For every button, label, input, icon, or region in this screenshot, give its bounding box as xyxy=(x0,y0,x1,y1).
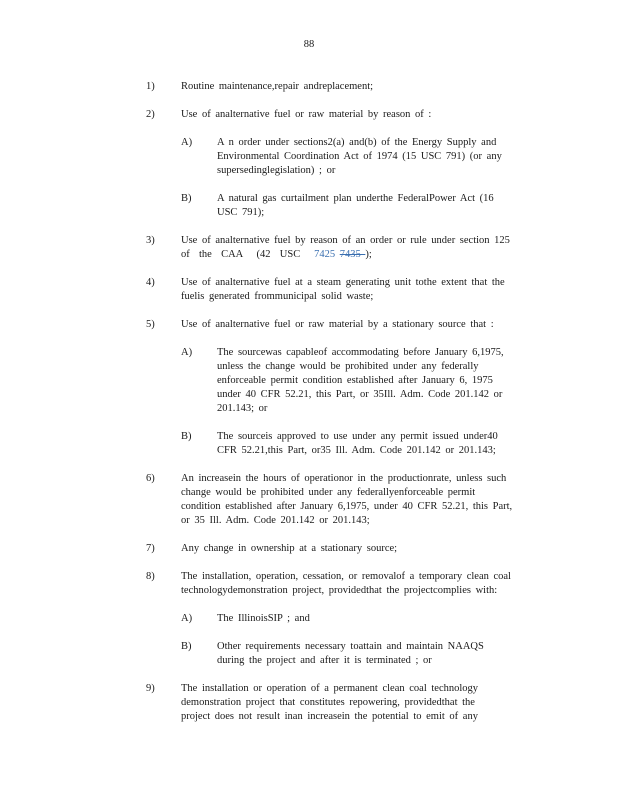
line: enforceable permit condition established after January 6, 1975 xyxy=(217,375,493,386)
line: Other requirements necessary toattain and maintain NAAQS xyxy=(217,641,484,652)
item-5a-text xyxy=(217,346,535,416)
item-8-number: 8) xyxy=(146,571,155,582)
item-6-number: 6) xyxy=(146,473,155,484)
item-1-number: 1) xyxy=(146,81,155,92)
line-end: ); xyxy=(365,249,372,260)
line: unless the change would be prohibited under any federally xyxy=(217,361,479,372)
line: Any change in ownership at a stationary source; xyxy=(181,543,398,554)
inserted-text: 7425 xyxy=(314,249,336,260)
item-4-number: 4) xyxy=(146,277,155,288)
line: project does not result inan increasein the potential to emit of any xyxy=(181,711,478,722)
item-2a-label: A) xyxy=(181,137,193,148)
item-8a-text xyxy=(217,612,535,626)
line: change would be prohibited under any federallyenforceable permit xyxy=(181,487,476,498)
line: Use of analternative fuel or raw material by a stationary source that : xyxy=(181,319,494,330)
item-9-number: 9) xyxy=(146,683,155,694)
line: A n order under sections2(a) and(b) of the Energy Supply and xyxy=(217,137,497,148)
item-2-text xyxy=(181,108,531,122)
item-3-text xyxy=(181,234,531,262)
line: supersedinglegislation) ; or xyxy=(217,165,336,176)
line-start: of the CAA (42 USC xyxy=(181,249,315,260)
line: The IllinoisSIP ; and xyxy=(217,613,310,624)
line: The installation or operation of a permanent clean coal technology xyxy=(181,683,479,694)
item-8b-label: B) xyxy=(181,641,192,652)
line: A natural gas curtailment plan underthe FederalPower Act (16 xyxy=(217,193,494,204)
item-2b-text xyxy=(217,192,535,220)
item-7-number: 7) xyxy=(146,543,155,554)
line: CFR 52.21,this Part, or35 Ill. Adm. Code 201.142 or 201.143; xyxy=(217,445,496,456)
line: The installation, operation, cessation, or removalof a temporary clean coal xyxy=(181,571,511,582)
line: demonstration project that constitutes repowering, providedthat the xyxy=(181,697,475,708)
item-9-text xyxy=(181,682,531,724)
line: during the project and after it is terminated ; or xyxy=(217,655,432,666)
line: Use of analternative fuel by reason of an order or rule under section 125 xyxy=(181,235,510,246)
item-5b-label: B) xyxy=(181,431,192,442)
line: Routine maintenance,repair andreplacement; xyxy=(181,81,374,92)
line: The sourceis approved to use under any permit issued under40 xyxy=(217,431,498,442)
line: condition established after January 6,1975, under 40 CFR 52.21, this Part, xyxy=(181,501,513,512)
line: Use of analternative fuel at a steam generating unit tothe extent that the xyxy=(181,277,505,288)
item-3-number: 3) xyxy=(146,235,155,246)
item-2b-label: B) xyxy=(181,193,192,204)
item-5-number: 5) xyxy=(146,319,155,330)
item-8a-label: A) xyxy=(181,613,193,624)
line xyxy=(181,248,531,262)
item-7-text xyxy=(181,542,531,556)
line: An increasein the hours of operationor in the productionrate, unless such xyxy=(181,473,507,484)
item-5a-label: A) xyxy=(181,347,193,358)
item-5-text xyxy=(181,318,531,332)
line: fuelis generated frommunicipal solid waste; xyxy=(181,291,374,302)
item-8b-text xyxy=(217,640,535,668)
item-2-number: 2) xyxy=(146,109,155,120)
item-4-text xyxy=(181,276,531,304)
line: technologydemonstration project, providedthat the projectcomplies with: xyxy=(181,585,498,596)
line: Use of analternative fuel or raw material by reason of : xyxy=(181,109,432,120)
line: USC 791); xyxy=(217,207,265,218)
line: under 40 CFR 52.21, this Part, or 35Ill. Adm. Code 201.142 or xyxy=(217,389,503,400)
item-8-text xyxy=(181,570,531,598)
item-2a-text xyxy=(217,136,535,178)
line: 201.143; or xyxy=(217,403,268,414)
line: or 35 Ill. Adm. Code 201.142 or 201.143; xyxy=(181,515,370,526)
line: Environmental Coordination Act of 1974 (15 USC 791) (or any xyxy=(217,151,502,162)
deleted-text: 7435 xyxy=(339,249,366,260)
page-number: 88 xyxy=(303,39,315,50)
line: The sourcewas capableof accommodating before January 6,1975, xyxy=(217,347,504,358)
item-6-text xyxy=(181,472,531,528)
item-5b-text xyxy=(217,430,535,458)
item-1-text xyxy=(181,80,531,94)
